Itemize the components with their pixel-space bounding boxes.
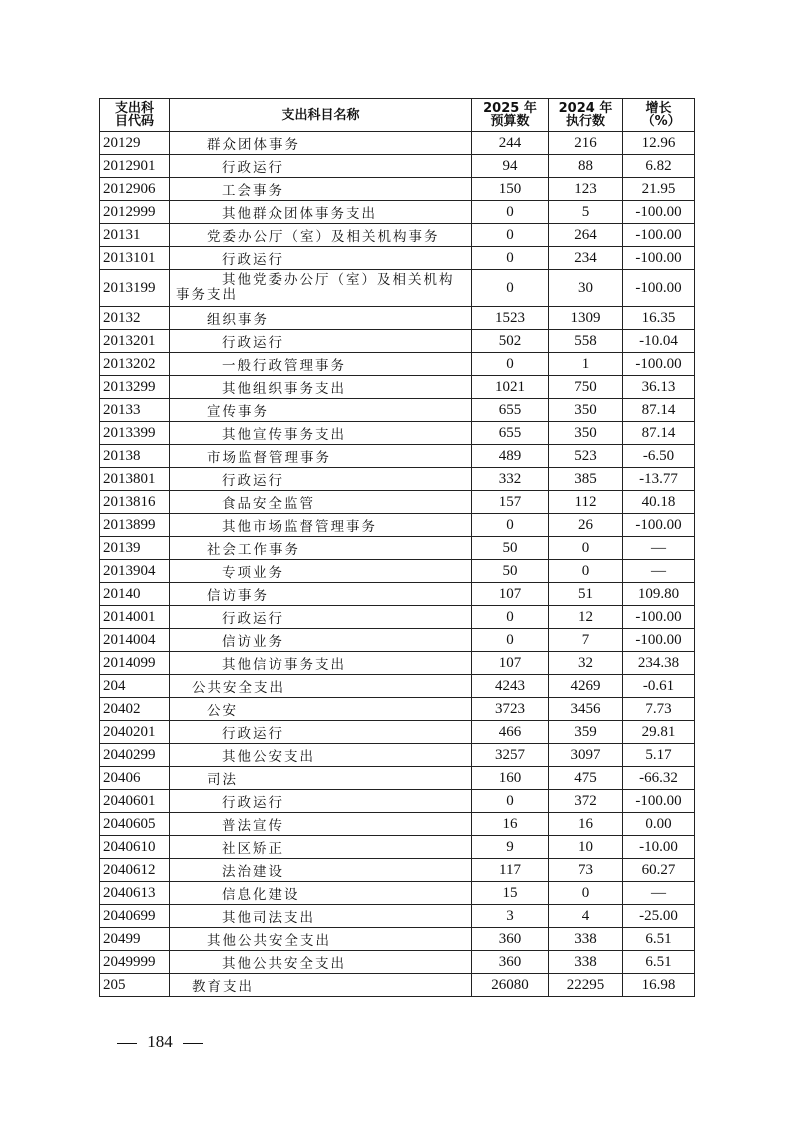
header-code: 支出科目代码: [100, 99, 170, 132]
cell-name: 市场监督管理事务: [170, 445, 472, 468]
table-row: [100, 629, 695, 652]
table-row: [100, 675, 695, 698]
table-row: [100, 330, 695, 353]
table-row: [100, 537, 695, 560]
table-row: [100, 652, 695, 675]
cell-name: 法治建设: [170, 859, 472, 882]
cell-actual-2024: 112: [549, 491, 623, 514]
cell-code: 2013801: [100, 468, 170, 491]
cell-name: 工会事务: [170, 178, 472, 201]
cell-budget-2025: 50: [472, 560, 549, 583]
table-row: [100, 514, 695, 537]
cell-growth: 16.98: [623, 974, 695, 997]
cell-actual-2024: 750: [549, 376, 623, 399]
cell-code: 20138: [100, 445, 170, 468]
cell-growth: 87.14: [623, 422, 695, 445]
cell-growth: 0.00: [623, 813, 695, 836]
table-row: [100, 155, 695, 178]
cell-growth: 29.81: [623, 721, 695, 744]
table-row: [100, 353, 695, 376]
table-row: [100, 307, 695, 330]
cell-actual-2024: 22295: [549, 974, 623, 997]
cell-growth: -100.00: [623, 629, 695, 652]
cell-code: 2013201: [100, 330, 170, 353]
cell-growth: -0.61: [623, 675, 695, 698]
cell-name: 行政运行: [170, 606, 472, 629]
cell-budget-2025: 3723: [472, 698, 549, 721]
cell-growth: —: [623, 537, 695, 560]
cell-growth: 6.82: [623, 155, 695, 178]
cell-name: 信访事务: [170, 583, 472, 606]
cell-actual-2024: 32: [549, 652, 623, 675]
cell-budget-2025: 1021: [472, 376, 549, 399]
table-row: [100, 606, 695, 629]
cell-code: 2013199: [100, 270, 170, 307]
cell-growth: —: [623, 882, 695, 905]
cell-budget-2025: 332: [472, 468, 549, 491]
cell-budget-2025: 26080: [472, 974, 549, 997]
cell-actual-2024: 0: [549, 882, 623, 905]
cell-actual-2024: 16: [549, 813, 623, 836]
cell-code: 2012999: [100, 201, 170, 224]
cell-growth: 7.73: [623, 698, 695, 721]
table-row: [100, 882, 695, 905]
cell-growth: -10.04: [623, 330, 695, 353]
table-row: [100, 178, 695, 201]
cell-actual-2024: 558: [549, 330, 623, 353]
cell-growth: -100.00: [623, 353, 695, 376]
cell-code: 205: [100, 974, 170, 997]
cell-code: 204: [100, 675, 170, 698]
cell-code: 2013399: [100, 422, 170, 445]
cell-growth: -100.00: [623, 790, 695, 813]
cell-actual-2024: 216: [549, 132, 623, 155]
cell-actual-2024: 338: [549, 951, 623, 974]
cell-budget-2025: 157: [472, 491, 549, 514]
cell-budget-2025: 50: [472, 537, 549, 560]
cell-actual-2024: 5: [549, 201, 623, 224]
footer-dash-right: [183, 1043, 203, 1044]
cell-growth: 6.51: [623, 951, 695, 974]
table-row: [100, 247, 695, 270]
table-row: [100, 422, 695, 445]
cell-growth: -100.00: [623, 514, 695, 537]
cell-actual-2024: 1: [549, 353, 623, 376]
table-row: [100, 376, 695, 399]
page-footer: [117, 1032, 203, 1052]
cell-budget-2025: 117: [472, 859, 549, 882]
table-row: [100, 224, 695, 247]
cell-code: 20139: [100, 537, 170, 560]
cell-actual-2024: 372: [549, 790, 623, 813]
cell-code: 2013101: [100, 247, 170, 270]
cell-growth: 40.18: [623, 491, 695, 514]
cell-budget-2025: 3257: [472, 744, 549, 767]
cell-budget-2025: 0: [472, 224, 549, 247]
cell-code: 2014001: [100, 606, 170, 629]
page-number: 184: [147, 1032, 173, 1051]
cell-actual-2024: 30: [549, 270, 623, 307]
cell-actual-2024: 338: [549, 928, 623, 951]
cell-budget-2025: 3: [472, 905, 549, 928]
cell-name: 其他信访事务支出: [170, 652, 472, 675]
cell-budget-2025: 0: [472, 514, 549, 537]
cell-name: 群众团体事务: [170, 132, 472, 155]
cell-growth: 12.96: [623, 132, 695, 155]
cell-actual-2024: 1309: [549, 307, 623, 330]
cell-actual-2024: 4269: [549, 675, 623, 698]
cell-name: 其他公安支出: [170, 744, 472, 767]
cell-budget-2025: 160: [472, 767, 549, 790]
cell-growth: -100.00: [623, 201, 695, 224]
cell-name-line1: 其他党委办公厅（室）及相关机构: [222, 272, 455, 288]
cell-budget-2025: 1523: [472, 307, 549, 330]
cell-code: 2013299: [100, 376, 170, 399]
cell-name: 其他组织事务支出: [170, 376, 472, 399]
table-row: [100, 270, 695, 307]
cell-growth: -13.77: [623, 468, 695, 491]
cell-name: 组织事务: [170, 307, 472, 330]
cell-name: 专项业务: [170, 560, 472, 583]
cell-budget-2025: 0: [472, 606, 549, 629]
table-row: [100, 698, 695, 721]
cell-name: 司法: [170, 767, 472, 790]
cell-budget-2025: 502: [472, 330, 549, 353]
cell-code: 2012901: [100, 155, 170, 178]
cell-code: 2040610: [100, 836, 170, 859]
cell-code: 2040605: [100, 813, 170, 836]
cell-name: 行政运行: [170, 330, 472, 353]
cell-growth: 109.80: [623, 583, 695, 606]
cell-name: 其他司法支出: [170, 905, 472, 928]
cell-name: 其他市场监督管理事务: [170, 514, 472, 537]
cell-budget-2025: 360: [472, 951, 549, 974]
cell-budget-2025: 0: [472, 353, 549, 376]
cell-actual-2024: 73: [549, 859, 623, 882]
cell-actual-2024: 26: [549, 514, 623, 537]
table-row: [100, 560, 695, 583]
cell-growth: 87.14: [623, 399, 695, 422]
cell-code: 20499: [100, 928, 170, 951]
header-growth: 增长（%）: [623, 99, 695, 132]
cell-growth: -10.00: [623, 836, 695, 859]
cell-name: 宣传事务: [170, 399, 472, 422]
cell-name: 教育支出: [170, 974, 472, 997]
cell-actual-2024: 350: [549, 399, 623, 422]
cell-budget-2025: 107: [472, 652, 549, 675]
cell-actual-2024: 4: [549, 905, 623, 928]
table-row: [100, 767, 695, 790]
cell-budget-2025: 107: [472, 583, 549, 606]
cell-name: 行政运行: [170, 790, 472, 813]
cell-code: 2013904: [100, 560, 170, 583]
cell-code: 2014099: [100, 652, 170, 675]
cell-code: 20132: [100, 307, 170, 330]
cell-actual-2024: 350: [549, 422, 623, 445]
cell-code: 2040612: [100, 859, 170, 882]
header-name: 支出科目名称: [170, 99, 472, 132]
cell-name: 其他公共安全支出: [170, 951, 472, 974]
cell-actual-2024: 10: [549, 836, 623, 859]
table-row: [100, 744, 695, 767]
cell-name: 党委办公厅（室）及相关机构事务: [170, 224, 472, 247]
table-row: [100, 201, 695, 224]
table-row: [100, 721, 695, 744]
cell-growth: -66.32: [623, 767, 695, 790]
cell-name: 社区矫正: [170, 836, 472, 859]
table-row: [100, 859, 695, 882]
cell-growth: —: [623, 560, 695, 583]
table-row: [100, 132, 695, 155]
table-header-row: [100, 99, 695, 132]
cell-code: 2012906: [100, 178, 170, 201]
cell-growth: -100.00: [623, 606, 695, 629]
table-row: [100, 974, 695, 997]
cell-growth: 6.51: [623, 928, 695, 951]
table-row: [100, 583, 695, 606]
cell-actual-2024: 385: [549, 468, 623, 491]
cell-budget-2025: 16: [472, 813, 549, 836]
cell-name: 行政运行: [170, 721, 472, 744]
cell-code: 2049999: [100, 951, 170, 974]
cell-budget-2025: 244: [472, 132, 549, 155]
cell-code: 20402: [100, 698, 170, 721]
cell-actual-2024: 475: [549, 767, 623, 790]
cell-actual-2024: 123: [549, 178, 623, 201]
cell-actual-2024: 0: [549, 537, 623, 560]
cell-budget-2025: 655: [472, 399, 549, 422]
cell-name: 公安: [170, 698, 472, 721]
cell-budget-2025: 0: [472, 247, 549, 270]
cell-code: 2013899: [100, 514, 170, 537]
cell-growth: 234.38: [623, 652, 695, 675]
cell-budget-2025: 4243: [472, 675, 549, 698]
header-budget-2025: 2025 年预算数: [472, 99, 549, 132]
cell-code: 2014004: [100, 629, 170, 652]
cell-name: 其他公共安全支出: [170, 928, 472, 951]
cell-name: 信息化建设: [170, 882, 472, 905]
cell-budget-2025: 150: [472, 178, 549, 201]
table-row: [100, 905, 695, 928]
cell-growth: 16.35: [623, 307, 695, 330]
budget-table: [99, 98, 695, 997]
cell-name: 其他宣传事务支出: [170, 422, 472, 445]
cell-code: 20131: [100, 224, 170, 247]
cell-actual-2024: 51: [549, 583, 623, 606]
table-row: [100, 468, 695, 491]
cell-growth: -100.00: [623, 224, 695, 247]
cell-actual-2024: 264: [549, 224, 623, 247]
cell-name: 行政运行: [170, 247, 472, 270]
cell-growth: 60.27: [623, 859, 695, 882]
cell-actual-2024: 359: [549, 721, 623, 744]
cell-budget-2025: 0: [472, 790, 549, 813]
cell-name: 普法宣传: [170, 813, 472, 836]
cell-growth: 36.13: [623, 376, 695, 399]
cell-actual-2024: 234: [549, 247, 623, 270]
cell-code: 2040201: [100, 721, 170, 744]
cell-budget-2025: 489: [472, 445, 549, 468]
footer-dash-left: [117, 1043, 137, 1044]
cell-code: 20140: [100, 583, 170, 606]
cell-name: 其他群众团体事务支出: [170, 201, 472, 224]
cell-name: 一般行政管理事务: [170, 353, 472, 376]
cell-name: 行政运行: [170, 155, 472, 178]
cell-budget-2025: 0: [472, 629, 549, 652]
cell-budget-2025: 15: [472, 882, 549, 905]
cell-code: 2040699: [100, 905, 170, 928]
cell-budget-2025: 94: [472, 155, 549, 178]
table-row: [100, 813, 695, 836]
cell-name: 信访业务: [170, 629, 472, 652]
cell-name-line2: 事务支出: [176, 287, 238, 303]
cell-code: 2040299: [100, 744, 170, 767]
cell-code: 20133: [100, 399, 170, 422]
cell-code: 2040601: [100, 790, 170, 813]
cell-budget-2025: 466: [472, 721, 549, 744]
cell-budget-2025: 0: [472, 270, 549, 307]
table-row: [100, 928, 695, 951]
cell-code: 20129: [100, 132, 170, 155]
cell-budget-2025: 9: [472, 836, 549, 859]
cell-growth: 5.17: [623, 744, 695, 767]
cell-name: 行政运行: [170, 468, 472, 491]
cell-name: 食品安全监管: [170, 491, 472, 514]
cell-budget-2025: 0: [472, 201, 549, 224]
table-row: [100, 445, 695, 468]
table-row: [100, 399, 695, 422]
table-row: [100, 491, 695, 514]
cell-code: 2013202: [100, 353, 170, 376]
cell-actual-2024: 3097: [549, 744, 623, 767]
cell-growth: -6.50: [623, 445, 695, 468]
cell-code: 2040613: [100, 882, 170, 905]
cell-actual-2024: 88: [549, 155, 623, 178]
cell-actual-2024: 7: [549, 629, 623, 652]
cell-budget-2025: 360: [472, 928, 549, 951]
cell-actual-2024: 523: [549, 445, 623, 468]
cell-name: 公共安全支出: [170, 675, 472, 698]
cell-growth: -100.00: [623, 270, 695, 307]
cell-actual-2024: 3456: [549, 698, 623, 721]
header-actual-2024: 2024 年执行数: [549, 99, 623, 132]
cell-name: [170, 270, 472, 307]
cell-growth: -25.00: [623, 905, 695, 928]
cell-growth: 21.95: [623, 178, 695, 201]
table-row: [100, 790, 695, 813]
cell-growth: -100.00: [623, 247, 695, 270]
table-row: [100, 836, 695, 859]
cell-code: 2013816: [100, 491, 170, 514]
cell-actual-2024: 12: [549, 606, 623, 629]
cell-code: 20406: [100, 767, 170, 790]
cell-budget-2025: 655: [472, 422, 549, 445]
cell-actual-2024: 0: [549, 560, 623, 583]
table-row: [100, 951, 695, 974]
cell-name: 社会工作事务: [170, 537, 472, 560]
